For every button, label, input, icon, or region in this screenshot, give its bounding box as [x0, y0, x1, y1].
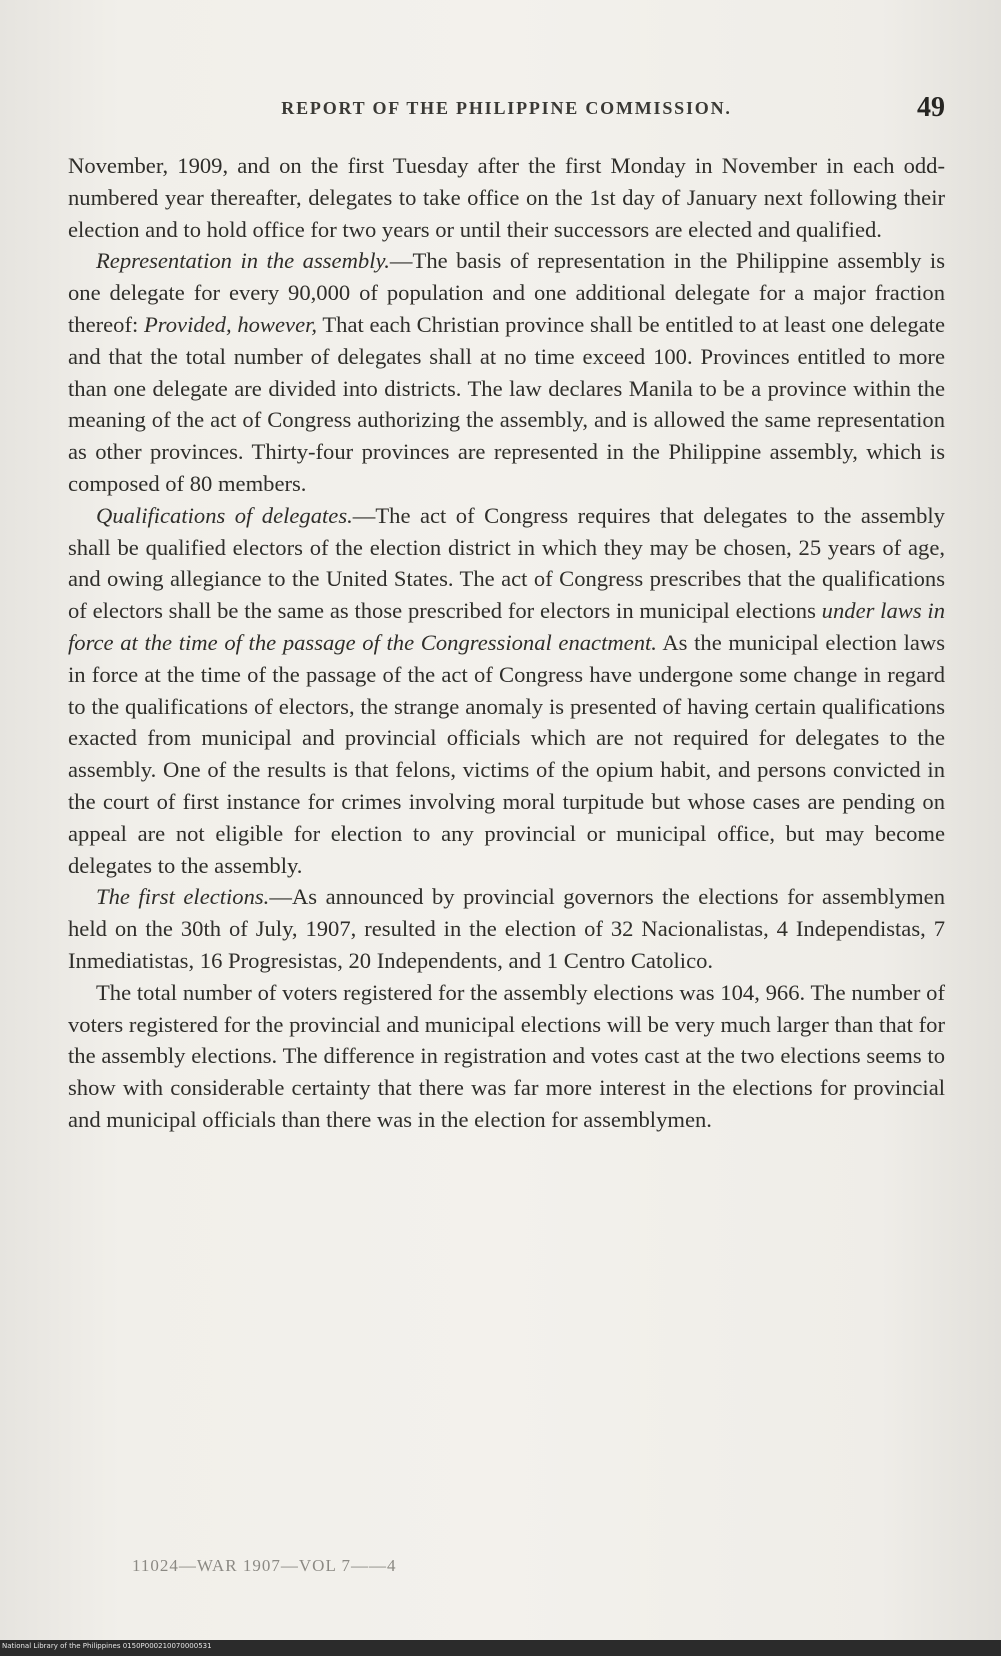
section-heading-representation: Representation in the assembly. [96, 248, 390, 274]
paragraph-representation [68, 245, 945, 499]
catalog-text: National Library of the Philippines 0150P000210070000531 [2, 1642, 212, 1650]
paragraph-qualifications-text-a: —The act of Congress requires that delegates to the assembly shall be qualified electors of the election district in which they may be chosen, 25 years of age, and owing allegiance to the United States. The act of Congress prescribes that the qualifications of electors shall be the same as those prescribed for electors in municipal elections [68, 502, 945, 624]
paragraph-voters-registered: The total number of voters registered for the assembly elections was 104, 966. The number of voters registered for the provincial and municipal elections will be very much larger than that for the assembly elections. The difference in registration and votes cast at the two elections seems to show with considerable certainty that there was far more interest in the elections for provincial and municipal officials than there was in the election for assemblymen. [68, 979, 945, 1132]
signature-line: 11024—WAR 1907—VOL 7——4 [132, 1556, 397, 1575]
paragraph-representation-text-a: —The basis of representation in the Philippine assembly is one delegate for every 90,000 of population and one additional delegate for a major fraction thereof: [68, 248, 945, 337]
page-header [68, 92, 945, 132]
paragraph-qualifications-text-b: As the municipal election laws in force at the time of the passage of the act of Congress have undergone some change in regard to the qualifications of electors, the strange anomaly is presented of having certain qualifications exacted from municipal and provincial officials which are not required for delegates to the assembly. One of the results is that felons, victims of the opium habit, and persons convicted in the court of first instance for crimes involving moral turpitude but whose cases are pending on appeal are not eligible for election to any provincial or municipal office, but may become delegates to the assembly. [68, 629, 945, 878]
page-body [68, 150, 945, 1136]
paragraph-qualifications [68, 500, 945, 882]
provided-however: Provided, however, [143, 311, 318, 337]
running-head: REPORT OF THE PHILIPPINE COMMISSION. [281, 98, 732, 118]
paragraph-representation-text-b: That each Christian province shall be entitled to at least one delegate and that the total number of delegates shall at no time exceed 100. Provinces entitled to more than one delegate are divided into districts. The law declares Manila to be a province within the meaning of the act of Congress authorizing the assembly, and is allowed the same representation as other provinces. Thirty-four provinces are represented in the Philippine assembly, which is composed of 80 members. [68, 311, 945, 496]
section-heading-first-elections: The first elections. [96, 884, 270, 910]
quoted-enactment-phrase: under laws in force at the time of the passage of the Congressional enactment. [68, 598, 945, 655]
paragraph-1: November, 1909, and on the first Tuesday after the first Monday in November in each odd-numbered year thereafter, delegates to take office on the 1st day of January next following their election and to hold office for two years or until their successors are elected and qualified. [68, 153, 945, 242]
section-heading-qualifications: Qualifications of delegates. [96, 502, 353, 528]
catalog-strip [0, 1640, 1001, 1656]
paragraph-first-elections-text: —As announced by provincial governors the elections for assemblymen held on the 30th of July, 1907, resulted in the election of 32 Nacionalistas, 4 Independistas, 7 Inmediatistas, 16 Progresistas, 20 Independents, and 1 Centro Catolico. [68, 884, 945, 973]
page-number: 49 [917, 92, 945, 123]
paragraph-first-elections [68, 881, 945, 976]
